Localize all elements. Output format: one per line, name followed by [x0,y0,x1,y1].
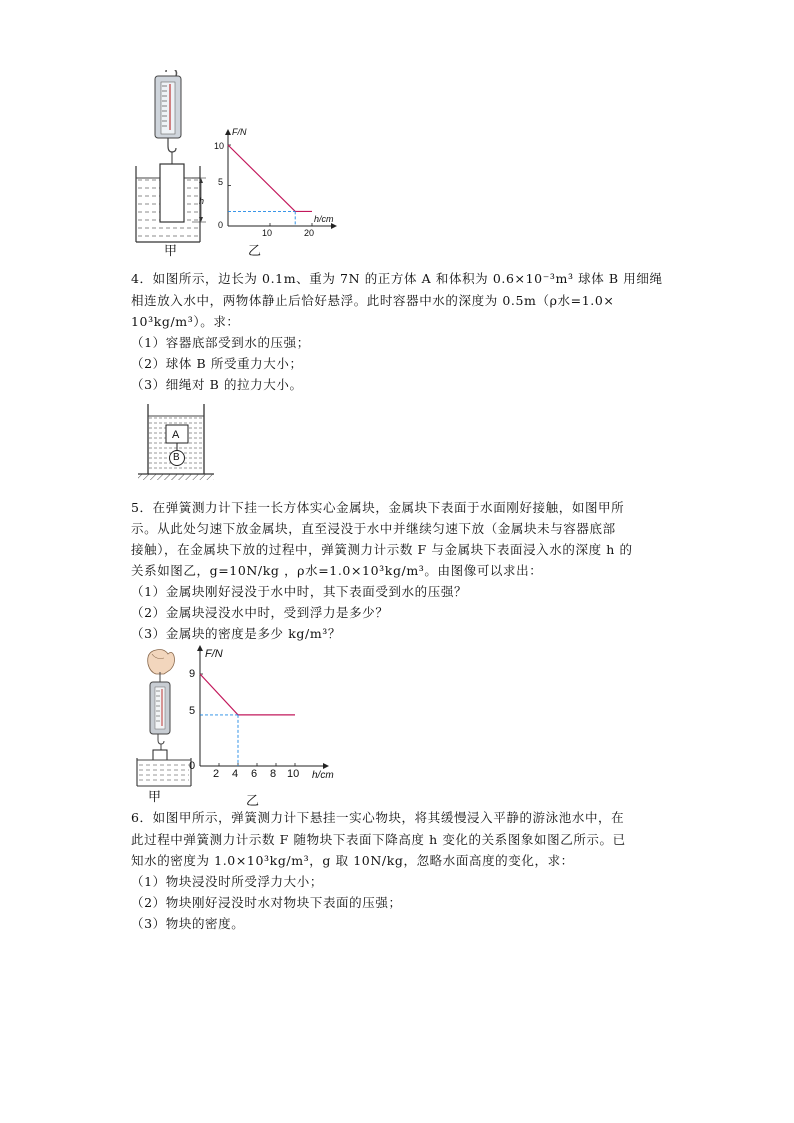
y-tick-9: 9 [189,668,196,680]
q6-line-3: 知水的密度为 1.0×10³kg/m³，g 取 10N/kg，忽略水面高度的变化，求： [131,853,574,868]
h-label: h [199,196,205,206]
q4-line-2: 相连放入水中，两物体静止后恰好悬浮。此时容器中水的深度为 0.5m（ρ水=1.0× [131,293,615,308]
q6-line-4: （1）物块浸没时所受浮力大小； [131,874,323,889]
caption-yi: 乙 [248,244,262,259]
q6-line-2: 此过程中弹簧测力计示数 F 随物块下表面下降高度 h 变化的关系图象如图乙所示。已 [131,832,626,847]
q5-line-5: （1）金属块刚好浸没于水中时，其下表面受到水的压强？ [131,584,468,599]
x-tick-4: 4 [232,768,239,780]
caption-jia: 甲 [164,244,178,259]
caption-yi-2: 乙 [246,794,260,809]
hand-spring-scale-diagram [134,646,196,790]
q4-line-6: （3）细绳对 B 的拉力大小。 [131,377,303,392]
y-tick-5-b: 5 [189,705,196,717]
q5-line-4: 关系如图乙，g=10N/kg ，ρ水=1.0×10³kg/m³。由图像可以求出： [131,563,543,578]
x-tick-2: 2 [213,768,220,780]
q4-line-4: （1）容器底部受到水的压强； [131,335,310,350]
q5-line-2: 示。从此处匀速下放金属块，直至浸没于水中并继续匀速下放（金属块未与容器底部 [131,521,616,536]
q4-line-3: 10³kg/m³）。求： [131,314,240,329]
q5-line-3: 接触），在金属块下放的过程中，弹簧测力计示数 F 与金属块下表面浸入水的深度 h 的 [131,542,633,557]
label-a: A [172,429,180,441]
y-tick-5: 5 [218,177,224,187]
container-a-b-diagram [136,402,216,482]
q5-line-1: 5．在弹簧测力计下挂一长方体实心金属块，金属块下表面于水面刚好接触，如图甲所 [131,500,625,515]
x-axis-label-2: h/cm [312,770,334,781]
q6-line-5: （2）物块刚好浸没时水对物块下表面的压强； [131,895,402,910]
caption-jia-2: 甲 [148,790,162,805]
q6-line-1: 6．如图甲所示，弹簧测力计下悬挂一实心物块，将其缓慢浸入平静的游泳池水中，在 [131,810,625,825]
series-line [228,145,312,211]
q4-line-5: （2）球体 B 所受重力大小； [131,356,303,371]
x-tick-8: 8 [270,768,277,780]
y-axis-label-2: F/N [205,648,223,660]
q6-line-6: （3）物块的密度。 [131,916,245,931]
y-tick-0-b: 0 [189,760,196,772]
y-tick-0: 0 [218,220,224,230]
q4-line-1: 4．如图所示，边长为 0.1m、重为 7N 的正方体 A 和体积为 0.6×10⁻³m³ 球体 B 用细绳 [131,271,663,286]
y-tick-10: 10 [214,141,225,151]
x-tick-6: 6 [251,768,258,780]
chart-2 [192,644,332,782]
x-tick-20: 20 [304,228,315,238]
x-tick-10-b: 10 [287,768,300,780]
x-tick-10: 10 [262,228,273,238]
q5-line-7: （3）金属块的密度是多少 kg/m³？ [131,626,341,641]
label-b: B [173,452,180,463]
series-line [200,674,295,715]
y-axis-label: F/N [232,127,247,137]
spring-scale-container-diagram-1 [132,70,212,250]
q5-line-6: （2）金属块浸没水中时，受到浮力是多少？ [131,605,389,620]
x-axis-label: h/cm [314,214,334,224]
